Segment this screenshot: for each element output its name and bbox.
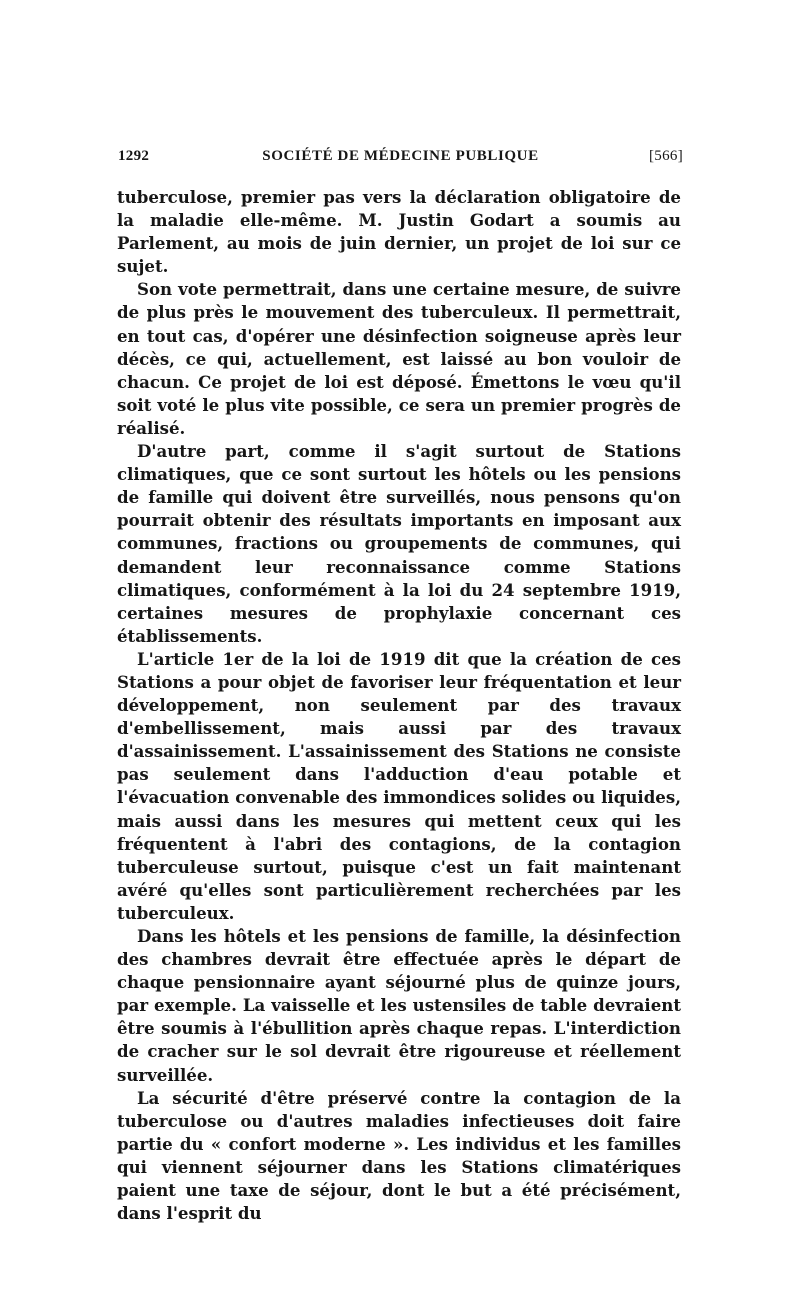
running-header [118, 148, 683, 172]
paragraph-3: D'autre part, comme il s'agit surtout de Stations climatiques, que ce sont surtout les hôtels ou les pensions de famille qui doivent être surveillés, nous pensons qu'on pourrait obtenir des résultats importants en imposant aux communes, fractions ou groupements de communes, qui demandent leur reconnaissance comme Stations climatiques, conformément à la loi du 24 septembre 1919, certaines mesures de prophylaxie concernant ces établissements. [117, 441, 681, 646]
paragraph-4: L'article 1er de la loi de 1919 dit que la création de ces Stations a pour objet de favoriser leur fréquentation et leur développement, non seulement par des travaux d'embellissement, mais aussi par des travaux d'assainissement. L'assainissement des Stations ne consiste pas seulement dans l'adduction d'eau potable et l'évacuation convenable des immondices solides ou liquides, mais aussi dans les mesures qui mettent ceux qui les fréquentent à l'abri des contagions, de la contagion tuberculeuse surtout, puisque c'est un fait maintenant avéré qu'elles sont particulièrement recherchées par les tuberculeux. [117, 648, 681, 923]
body-text [117, 186, 681, 1225]
page-reference: [566] [649, 148, 683, 164]
page-number: 1292 [118, 148, 150, 164]
running-title: SOCIÉTÉ DE MÉDECINE PUBLIQUE [262, 148, 539, 164]
paragraph-1: tuberculose, premier pas vers la déclaration obligatoire de la maladie elle-même. M. Justin Godart a soumis au Parlement, au mois de juin dernier, un projet de loi sur ce sujet. [117, 187, 681, 277]
paragraph-6: La sécurité d'être préservé contre la contagion de la tuberculose ou d'autres maladies infectieuses doit faire partie du « confort moderne ». Les individus et les familles qui viennent séjourner dans les Stations climatériques paient une taxe de séjour, dont le but a été précisément, dans l'esprit du [117, 1087, 681, 1224]
paragraph-2: Son vote permettrait, dans une certaine mesure, de suivre de plus près le mouvement des tuberculeux. Il permettrait, en tout cas, d'opérer une désinfection soigneuse après leur décès, ce qui, actuellement, est laissé au bon vouloir de chacun. Ce projet de loi est déposé. Émettons le vœu qu'il soit voté le plus vite possible, ce sera un premier progrès de réalisé. [117, 279, 681, 438]
paragraph-5: Dans les hôtels et les pensions de famille, la désinfection des chambres devrait être effectuée après le départ de chaque pensionnaire ayant séjourné plus de quinze jours, par exemple. La vaisselle et les ustensiles de table devraient être soumis à l'ébullition après chaque repas. L'interdiction de cracher sur le sol devrait être rigoureuse et réellement surveillée. [117, 926, 681, 1085]
